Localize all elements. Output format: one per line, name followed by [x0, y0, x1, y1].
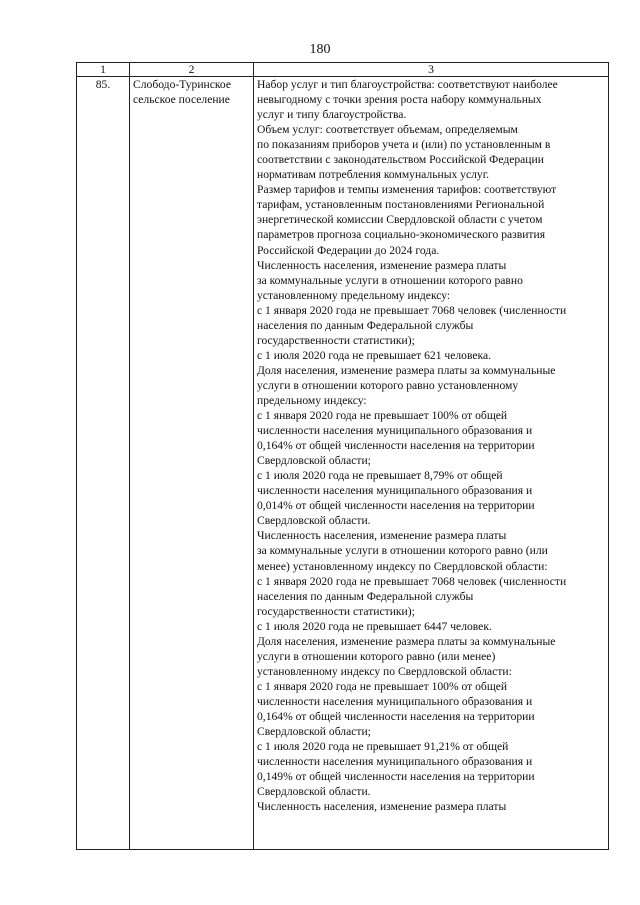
page-number: 180: [309, 42, 331, 57]
document-table: [76, 62, 609, 850]
content-line: численности населения муниципального образования и: [257, 484, 533, 498]
content-line: населения по данным Федеральной службы: [257, 318, 474, 332]
content-line: численности населения муниципального образования и: [257, 694, 533, 708]
content-line: Набор услуг и тип благоустройства: соответствуют наиболее: [257, 78, 558, 91]
content-line: Российской Федерации до 2024 года.: [257, 243, 440, 257]
content-line: с 1 января 2020 года не превышает 7068 человек (численности: [257, 303, 567, 317]
content-line: с 1 января 2020 года не превышает 7068 человек (численности: [257, 574, 567, 588]
content-line: за коммунальные услуги в отношении которого равно: [257, 273, 523, 287]
content-line: тарифам, установленным постановлениями Региональной: [257, 198, 545, 212]
content-line: установленному предельному индексу:: [257, 288, 451, 302]
content-line: с 1 июля 2020 года не превышает 91,21% от общей: [257, 740, 509, 754]
content-line: 0,164% от общей численности населения на территории: [257, 709, 535, 723]
content-line: услуги в отношении которого равно (или менее): [257, 649, 496, 663]
content-line: энергетической комиссии Свердловской области с учетом: [257, 213, 543, 227]
content-line: Размер тарифов и темпы изменения тарифов: соответствуют: [257, 183, 557, 197]
content-line: численности населения муниципального образования и: [257, 424, 533, 438]
content-line: по показаниям приборов учета и (или) по установленным в: [257, 138, 551, 152]
content-line: соответствии с законодательством Российской Федерации: [257, 153, 544, 167]
content-line: 0,014% от общей численности населения на территории: [257, 499, 535, 513]
content-line: Доля населения, изменение размера платы за коммунальные: [257, 634, 556, 648]
content-line: Численность населения, изменение размера платы: [257, 258, 507, 272]
content-line: нормативам потребления коммунальных услуг.: [257, 168, 490, 182]
content-line: Свердловской области.: [257, 785, 371, 799]
content-line: Численность населения, изменение размера платы: [257, 800, 507, 814]
content-line: государственности статистики);: [257, 604, 415, 618]
content-line: с 1 января 2020 года не превышает 100% от общей: [257, 679, 508, 693]
content-line: Объем услуг: соответствует объемам, определяемым: [257, 123, 518, 137]
content-line: услуги в отношении которого равно установленному: [257, 378, 519, 392]
column-header-3: 3: [254, 63, 609, 77]
content-line: населения по данным Федеральной службы: [257, 589, 474, 603]
municipality-name: [130, 77, 254, 850]
content-line: с 1 июля 2020 года не превышает 8,79% от общей: [257, 469, 503, 483]
content-line: с 1 июля 2020 года не превышает 621 человека.: [257, 348, 492, 362]
content-line: предельному индексу:: [257, 393, 367, 407]
row-number: 85.: [77, 77, 130, 850]
content-line: за коммунальные услуги в отношении которого равно (или: [257, 544, 548, 558]
content-line: с 1 июля 2020 года не превышает 6447 человек.: [257, 619, 492, 633]
header-row: [77, 63, 609, 77]
content-line: установленному индексу по Свердловской области:: [257, 664, 512, 678]
content-line: невыгодному с точки зрения роста набору коммунальных: [257, 93, 542, 107]
content-line: государственности статистики);: [257, 333, 415, 347]
content-line: с 1 января 2020 года не превышает 100% от общей: [257, 409, 508, 423]
row-content: [254, 77, 609, 850]
content-line: услуг и типу благоустройства.: [257, 108, 407, 122]
table-header: [77, 63, 609, 77]
content-line: параметров прогноза социально-экономического развития: [257, 228, 546, 242]
content-line: Свердловской области;: [257, 725, 371, 739]
table-row: [77, 77, 609, 850]
content-line: менее) установленному индексу по Свердловской области:: [257, 559, 548, 573]
content-line: 0,164% от общей численности населения на территории: [257, 439, 535, 453]
content-line: численности населения муниципального образования и: [257, 755, 533, 769]
column-header-2: 2: [130, 63, 254, 77]
content-line: Свердловской области;: [257, 454, 371, 468]
content-line: 0,149% от общей численности населения на территории: [257, 770, 535, 784]
name-line: сельское поселение: [133, 93, 230, 107]
content-line: Доля населения, изменение размера платы за коммунальные: [257, 363, 556, 377]
content-line: Численность населения, изменение размера платы: [257, 529, 507, 543]
column-header-1: 1: [77, 63, 130, 77]
content-line: Свердловской области.: [257, 514, 371, 528]
name-line: Слободо-Туринское: [133, 78, 232, 91]
